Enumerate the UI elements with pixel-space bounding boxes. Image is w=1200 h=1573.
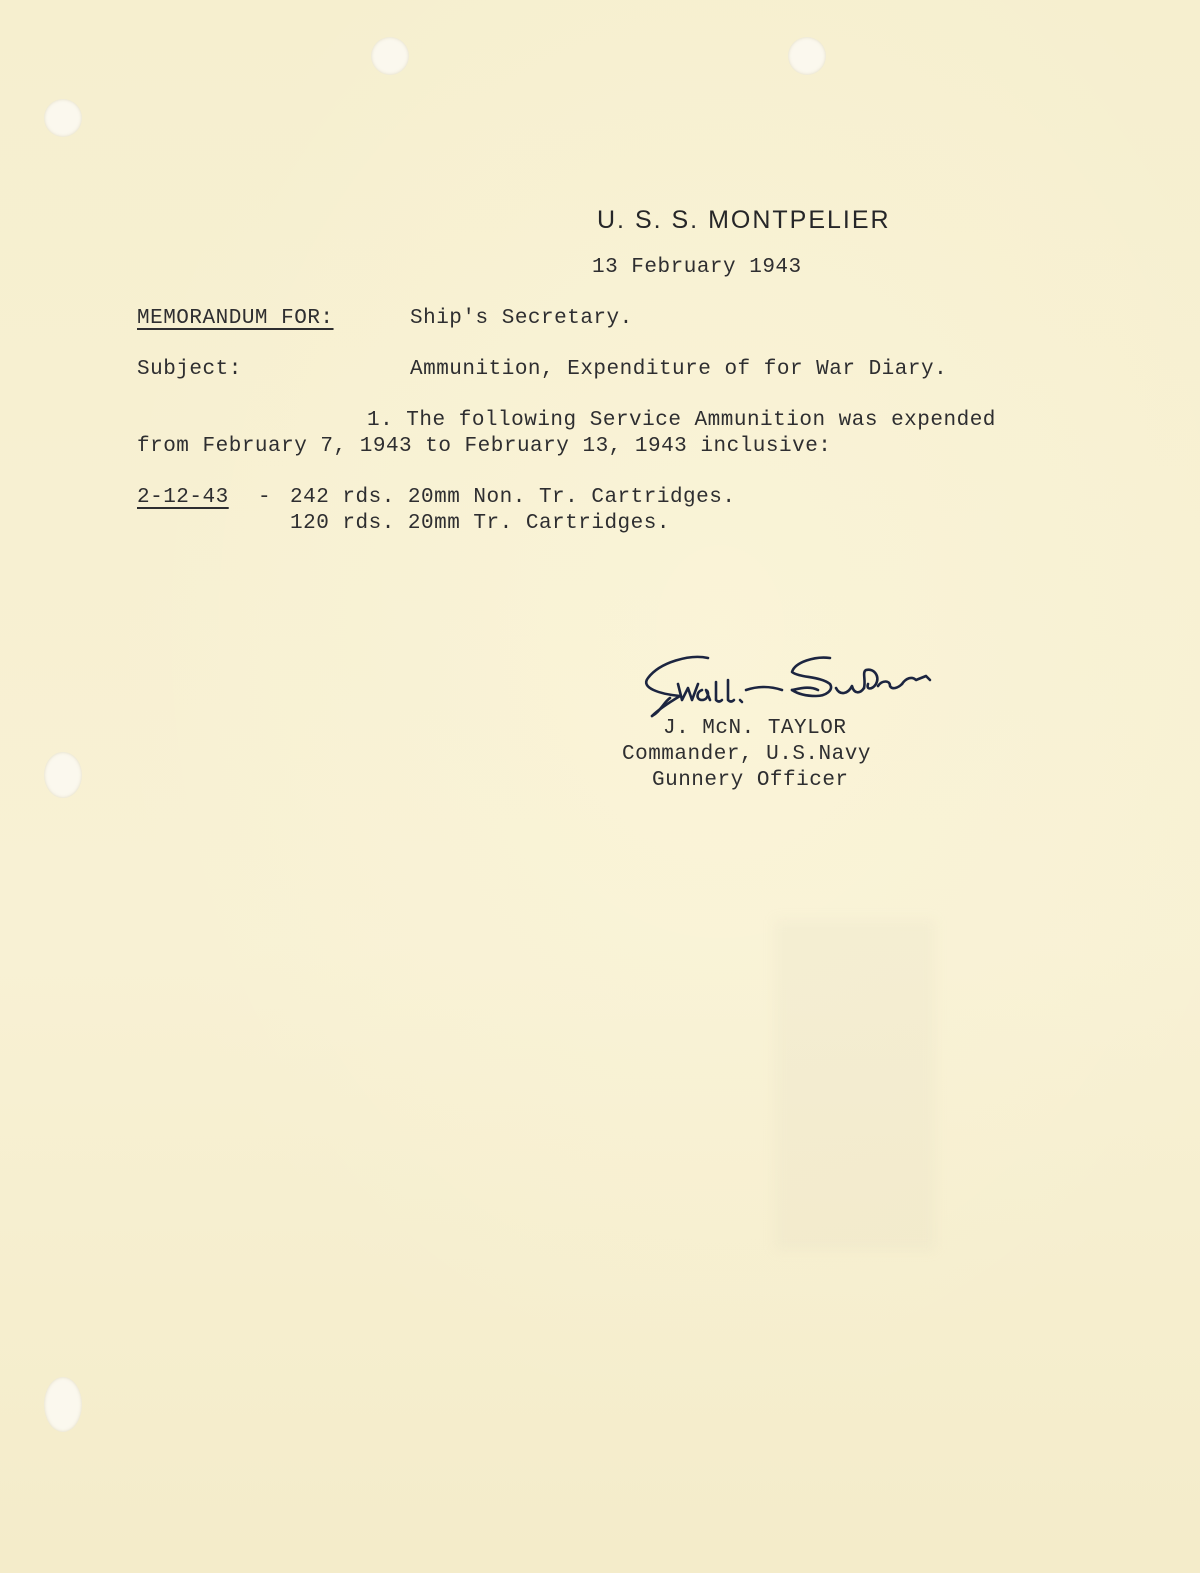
signatory-rank: Commander, U.S.Navy <box>622 743 871 766</box>
memorandum-for-label: MEMORANDUM FOR: <box>137 307 334 330</box>
paragraph-1-line-2: from February 7, 1943 to February 13, 1943 inclusive: <box>137 435 832 458</box>
ship-name-heading: U. S. S. MONTPELIER <box>597 206 891 234</box>
subject-value: Ammunition, Expenditure of for War Diary. <box>410 358 948 381</box>
memorandum-for-value: Ship's Secretary. <box>410 307 633 330</box>
subject-label: Subject: <box>137 358 242 381</box>
expenditure-date: 2-12-43 <box>137 486 229 509</box>
memo-date: 13 February 1943 <box>592 256 802 279</box>
expenditure-item: 242 rds. 20mm Non. Tr. Cartridges. <box>290 486 736 509</box>
signatory-name: J. McN. TAYLOR <box>663 717 847 740</box>
expenditure-dash: - <box>258 486 272 509</box>
punch-hole <box>371 37 409 75</box>
expenditure-item: 120 rds. 20mm Tr. Cartridges. <box>290 512 670 535</box>
punch-hole <box>44 1377 82 1432</box>
punch-hole <box>44 99 82 137</box>
paper-smudge <box>775 920 935 1250</box>
paragraph-1-line-1: 1. The following Service Ammunition was expended <box>367 409 996 432</box>
punch-hole <box>788 37 826 75</box>
signatory-title: Gunnery Officer <box>652 769 849 792</box>
punch-hole <box>44 752 82 798</box>
